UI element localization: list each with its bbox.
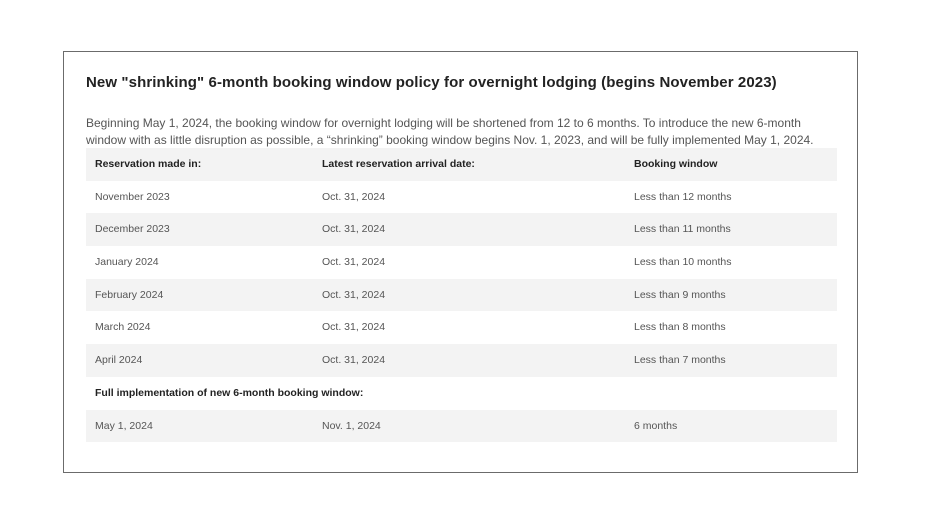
- reservation-month-cell: April 2024: [95, 354, 143, 367]
- arrival-date-cell: Oct. 31, 2024: [322, 256, 386, 269]
- arrival-date-cell: Oct. 31, 2024: [322, 190, 386, 203]
- header-reservation-made-in: Reservation made in:: [95, 158, 202, 170]
- reservation-month-cell: January 2024: [95, 256, 159, 269]
- reservation-month-cell: November 2023: [95, 190, 170, 203]
- booking-window-cell: Less than 7 months: [634, 354, 726, 367]
- policy-title: New "shrinking" 6-month booking window policy for overnight lodging (begins November 2023): [86, 74, 777, 91]
- booking-window-cell: Less than 8 months: [634, 321, 726, 334]
- policy-intro: Beginning May 1, 2024, the booking window for overnight lodging will be shortened from 12 to 6 months. To introduce the new 6-month window with as little disruption as possible, a “shrinking” booking window begins Nov. 1, 2023, and will be fully implemented May 1, 2024.: [86, 116, 814, 147]
- arrival-date-cell: Oct. 31, 2024: [322, 288, 386, 301]
- booking-window-cell: Less than 10 months: [634, 256, 732, 269]
- policy-card: [63, 51, 858, 473]
- table-row: [86, 181, 837, 214]
- booking-window-cell: 6 months: [634, 419, 678, 432]
- reservation-month-cell: May 1, 2024: [95, 419, 153, 432]
- full-implementation-label: Full implementation of new 6-month booking window:: [95, 386, 364, 399]
- header-latest-arrival-date: Latest reservation arrival date:: [322, 158, 475, 170]
- full-implementation-row: [86, 377, 837, 410]
- table-row: [86, 311, 837, 344]
- booking-window-cell: Less than 11 months: [634, 223, 731, 236]
- booking-window-cell: Less than 9 months: [634, 288, 726, 301]
- final-table-row: [86, 410, 837, 443]
- table-header-row: [86, 148, 837, 181]
- arrival-date-cell: Nov. 1, 2024: [322, 419, 381, 432]
- arrival-date-cell: Oct. 31, 2024: [322, 354, 386, 367]
- booking-window-table: [86, 148, 837, 442]
- table-row: [86, 279, 837, 312]
- reservation-month-cell: March 2024: [95, 321, 151, 334]
- arrival-date-cell: Oct. 31, 2024: [322, 321, 386, 334]
- header-booking-window: Booking window: [634, 158, 718, 170]
- reservation-month-cell: February 2024: [95, 288, 164, 301]
- booking-window-cell: Less than 12 months: [634, 190, 732, 203]
- arrival-date-cell: Oct. 31, 2024: [322, 223, 386, 236]
- table-row: [86, 213, 837, 246]
- reservation-month-cell: December 2023: [95, 223, 170, 236]
- table-row: [86, 246, 837, 279]
- table-row: [86, 344, 837, 377]
